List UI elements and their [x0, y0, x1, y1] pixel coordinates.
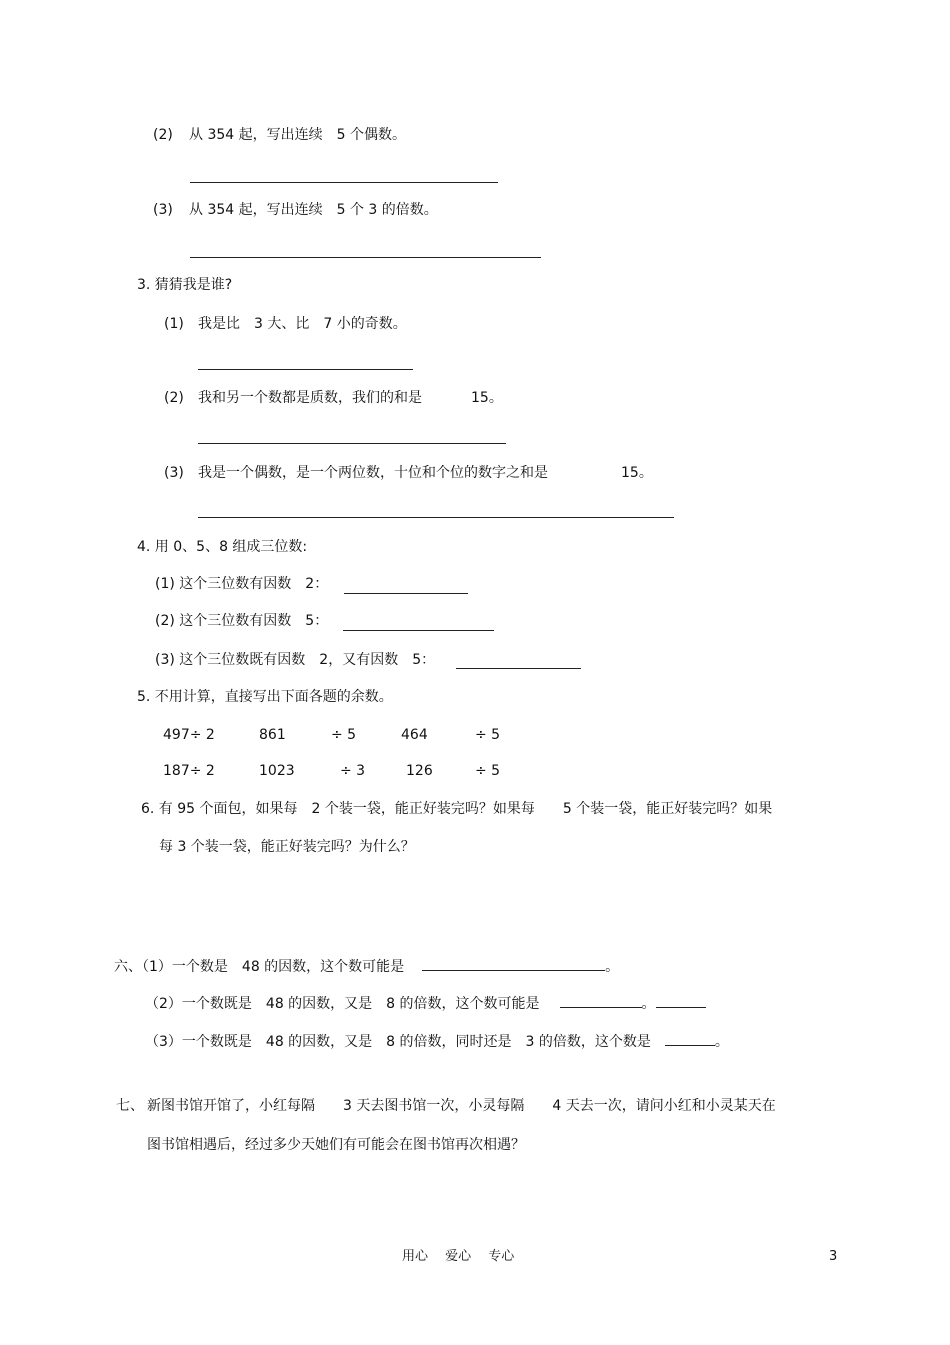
q3-item-2-answer-line	[198, 443, 506, 444]
q3-item-2-label: (2)	[164, 390, 184, 406]
q5-row1-item: 497÷ 2	[163, 727, 215, 743]
q3-item-1-text: 我是比 3 大、比 7 小的奇数。	[198, 316, 407, 332]
q6-line-2: 每 3 个装一袋，能正好装完吗？为什么？	[159, 839, 415, 855]
q3-item-1-answer-line	[198, 369, 413, 370]
q5-row2-item: ÷ 5	[475, 763, 501, 779]
section6-line-2-text: （2）一个数既是 48 的因数，又是 8 的倍数，这个数可能是	[145, 996, 540, 1012]
q5-row2-item: 126	[406, 763, 433, 779]
q4-item-2-answer-line	[343, 630, 494, 631]
section6-line-2-blank	[560, 993, 642, 1008]
q4-item-2-text: (2) 这个三位数有因数 5：	[155, 613, 329, 629]
section6-line-2-end: 。	[641, 996, 656, 1012]
section6-line-3	[145, 1031, 729, 1051]
section7-line-2: 图书馆相遇后，经过多少天她们有可能会在图书馆再次相遇？	[147, 1137, 525, 1153]
q4-title: 4. 用 0、5、8 组成三位数:	[137, 539, 308, 555]
q2-item-2-label: (2)	[153, 127, 173, 143]
q4-item-1-text: (1) 这个三位数有因数 2：	[155, 576, 329, 592]
q3-item-3-text: 我是一个偶数，是一个两位数，十位和个位的数字之和是	[198, 465, 548, 481]
q2-item-3-text: 从 354 起，写出连续 5 个 3 的倍数。	[189, 202, 438, 218]
q3-item-1-label: (1)	[164, 316, 184, 332]
section6-line-3-end: 。	[714, 1034, 729, 1050]
q3-item-2-text: 我和另一个数都是质数，我们的和是	[198, 390, 422, 406]
q3-item-3-answer-line	[198, 517, 674, 518]
q5-row1-item: 861	[259, 727, 286, 743]
section7-label: 七、	[116, 1098, 144, 1114]
q5-row1-item: ÷ 5	[475, 727, 501, 743]
section7-line-1: 新图书馆开馆了，小红每隔 3 天去图书馆一次，小灵每隔 4 天去一次，请问小红和小灵某天在	[147, 1098, 776, 1114]
q5-row1-item: 464	[401, 727, 428, 743]
section6-line-2	[145, 993, 706, 1013]
q2-item-2-answer-line	[190, 182, 498, 183]
q5-row2-item: ÷ 3	[340, 763, 366, 779]
q4-item-3-text: (3) 这个三位数既有因数 2，又有因数 5：	[155, 652, 436, 668]
section6-line-2-blank-extra	[656, 993, 706, 1008]
q2-item-2-text: 从 354 起，写出连续 5 个偶数。	[189, 127, 406, 143]
q3-item-3-tail: 15。	[621, 465, 653, 481]
q3-item-2-tail: 15。	[471, 390, 503, 406]
q5-title: 5. 不用计算，直接写出下面各题的余数。	[137, 689, 393, 705]
section6-line-1-blank	[422, 956, 605, 971]
q5-row2-item: 1023	[259, 763, 295, 779]
page-number: 3	[829, 1249, 838, 1264]
footer-motto: 用心 爱心 专心	[402, 1249, 515, 1264]
section6-line-3-blank	[665, 1031, 715, 1046]
section6-line-1	[114, 956, 619, 976]
section6-line-1-text: 六、（1）一个数是 48 的因数，这个数可能是	[114, 959, 405, 975]
q5-row2-item: 187÷ 2	[163, 763, 215, 779]
q5-row1-item: ÷ 5	[331, 727, 357, 743]
q3-title: 3. 猜猜我是谁?	[137, 277, 233, 293]
q2-item-3-answer-line	[190, 257, 541, 258]
q6-line-1: 6. 有 95 个面包，如果每 2 个装一袋，能正好装完吗？如果每 5 个装一袋，能正好装完吗？如果	[141, 801, 773, 817]
q3-item-3-label: (3)	[164, 465, 184, 481]
q4-item-1-answer-line	[344, 593, 468, 594]
section6-line-1-end: 。	[605, 959, 620, 975]
section6-line-3-text: （3）一个数既是 48 的因数，又是 8 的倍数，同时还是 3 的倍数，这个数是	[145, 1034, 651, 1050]
q4-item-3-answer-line	[456, 668, 581, 669]
q2-item-3-label: (3)	[153, 202, 173, 218]
